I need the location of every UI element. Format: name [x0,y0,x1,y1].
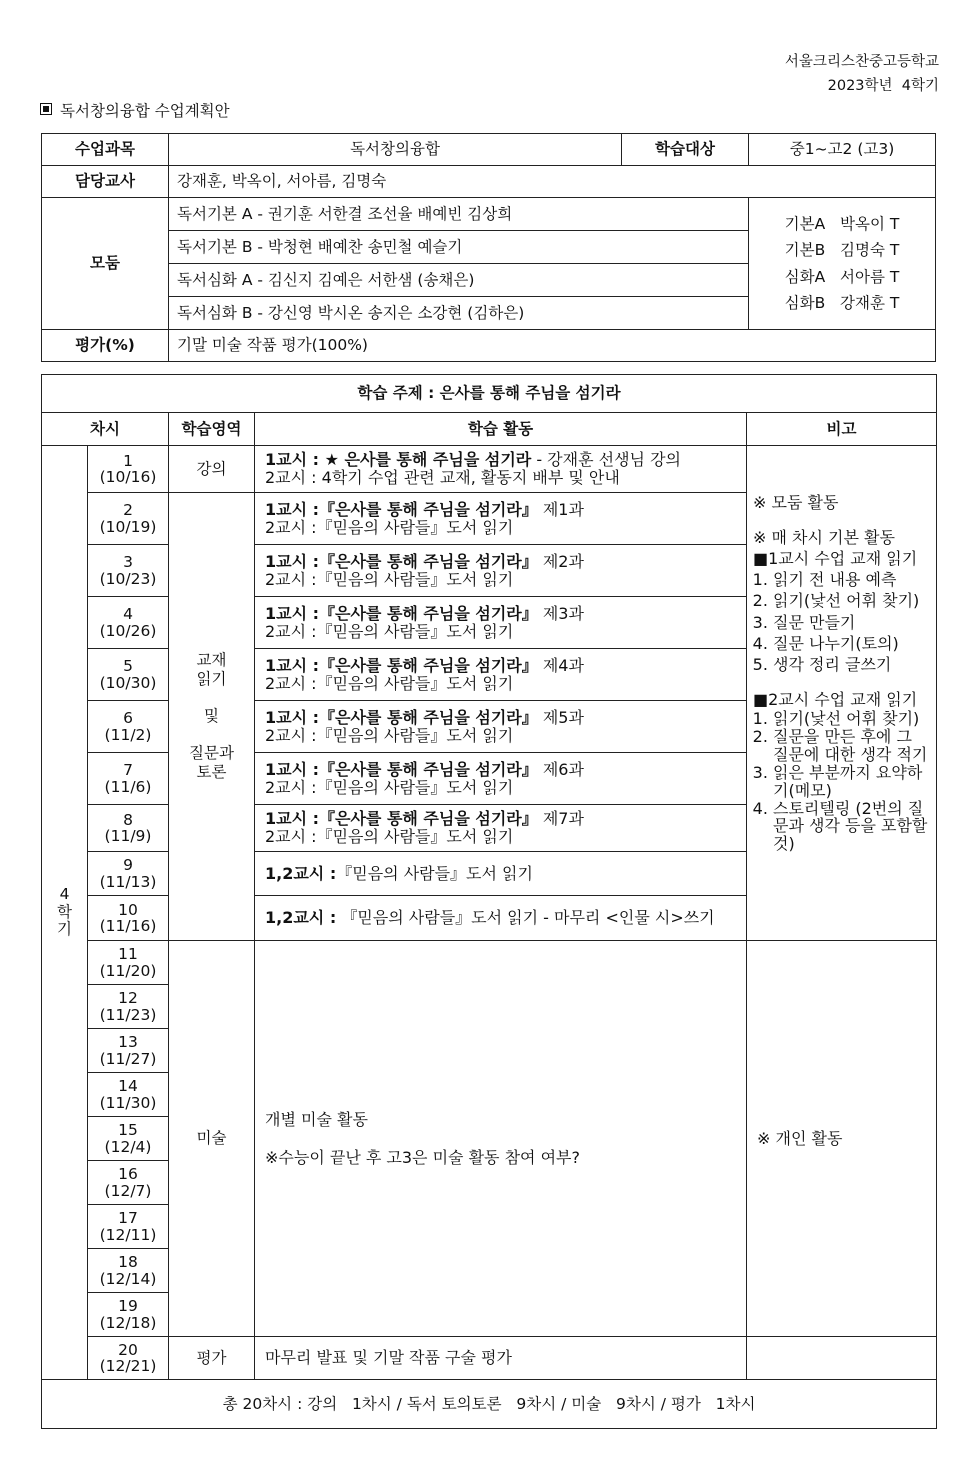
group-row: 독서기본 B - 박청현 배예찬 송민철 예슬기 [169,231,749,264]
session-header: 차시 [42,413,169,446]
activity-cell: 1교시 :『은사를 통해 주님을 섬기라』 제7과 2교시 :『믿음의 사람들』도서 읽기 [255,805,747,852]
group-row: 독서기본 A - 권기훈 서한결 조선율 배예빈 김상희 [169,198,749,231]
session-cell: 2 (10/19) [88,493,169,545]
session-cell: 10 (11/16) [88,896,169,941]
group-row: 독서심화 A - 김신지 김예은 서한샘 (송채은) [169,264,749,297]
area-header: 학습영역 [169,413,255,446]
session-cell: 1 (10/16) [88,446,169,493]
subject-value: 독서창의융합 [169,134,622,166]
activity-cell: 1교시 :『은사를 통해 주님을 섬기라』 제5과 2교시 :『믿음의 사람들』도서 읽기 [255,701,747,753]
groups-label: 모둠 [42,198,169,330]
art-activity-cell: 개별 미술 활동 ※수능이 끝난 후 고3은 미술 활동 참여 여부? [255,941,747,1337]
group-row: 독서심화 B - 강신영 박시온 송지은 소강현 (김하은) [169,297,749,330]
note-header: 비고 [747,413,937,446]
square-bullet-icon [40,103,52,115]
activity-cell: 1교시 :『은사를 통해 주님을 섬기라』 제3과 2교시 :『믿음의 사람들』도서 읽기 [255,597,747,649]
session-cell: 3 (10/23) [88,545,169,597]
session-cell: 11 (11/20) [88,941,169,985]
session-cell: 6 (11/2) [88,701,169,753]
eval-value: 기말 미술 작품 평가(100%) [169,330,936,362]
document-title: 독서창의융합 수업계획안 [40,99,230,121]
area-eval: 평가 [169,1337,255,1380]
session-cell: 4 (10/26) [88,597,169,649]
school-name: 서울크리스찬중고등학교 [784,54,939,70]
activity-cell: 1교시 :『은사를 통해 주님을 섬기라』 제6과 2교시 :『믿음의 사람들』도서 읽기 [255,753,747,805]
teachers-label: 담당교사 [42,166,169,198]
group-activity-note: ※ 모둠 활동 ※ 매 차시 기본 활동 ■1교시 수업 교재 읽기 1. 읽기 전 내용 예측 2. 읽기(낯선 어휘 찾기) 3. 질문 만들기 4. 질문 나누기(토의) 5. 생각 정리 글쓰기 ■2교시 수업 교재 읽기 1. 읽기(낯선 어휘 찾기) 2. 질문을 만든 후에 그 질문에 대한 생각 적기 3. 읽은 부분까지 요약하기(메모) 4. 스토리텔링 (2번의 질문과 생각 등을 포함할 것) [747,446,937,941]
session-cell: 19 (12/18) [88,1293,169,1337]
lesson-plan-table [41,374,937,1429]
activity-cell: 1교시 : ★ 은사를 통해 주님을 섬기라 - 강재훈 선생님 강의 2교시 : 4학기 수업 관련 교재, 활동지 배부 및 안내 [255,446,747,493]
session-cell: 18 (12/14) [88,1249,169,1293]
area-lecture: 강의 [169,446,255,493]
area-art: 미술 [169,941,255,1337]
session-cell: 7 (11/6) [88,753,169,805]
activity-cell: 1,2교시 :『믿음의 사람들』도서 읽기 [255,852,747,896]
activity-cell: 1교시 :『은사를 통해 주님을 섬기라』 제4과 2교시 :『믿음의 사람들』도서 읽기 [255,649,747,701]
course-info-table [41,133,936,362]
activity-cell: 1교시 :『은사를 통해 주님을 섬기라』 제2과 2교시 :『믿음의 사람들』도서 읽기 [255,545,747,597]
term-cell: 4 학 기 [42,446,88,1380]
session-cell: 12 (11/23) [88,985,169,1029]
subject-label: 수업과목 [42,134,169,166]
total-summary: 총 20차시 : 강의 1차시 / 독서 토의토론 9차시 / 미술 9차시 / 평가 1차시 [42,1380,937,1429]
session-cell: 5 (10/30) [88,649,169,701]
session-cell: 17 (12/11) [88,1205,169,1249]
session-cell: 14 (11/30) [88,1073,169,1117]
individual-activity-note: ※ 개인 활동 [747,941,937,1337]
target-value: 중1~고2 (고3) [749,134,936,166]
activity-cell: 1,2교시 : 『믿음의 사람들』도서 읽기 - 마무리 <인물 시>쓰기 [255,896,747,941]
session-cell: 15 (12/4) [88,1117,169,1161]
teachers-value: 강재훈, 박옥이, 서아름, 김명숙 [169,166,936,198]
group-teachers: 기본A 박옥이 T 기본B 김명숙 T 심화A 서아름 T 심화B 강재훈 T [749,198,936,330]
target-label: 학습대상 [622,134,749,166]
area-reading: 교재 읽기 및 질문과 토론 [169,493,255,941]
session-cell: 8 (11/9) [88,805,169,852]
activity-cell: 1교시 :『은사를 통해 주님을 섬기라』 제1과 2교시 :『믿음의 사람들』도서 읽기 [255,493,747,545]
activity-header: 학습 활동 [255,413,747,446]
session-cell: 16 (12/7) [88,1161,169,1205]
activity-cell: 마무리 발표 및 기말 작품 구술 평가 [255,1337,747,1380]
eval-label: 평가(%) [42,330,169,362]
session-cell: 20 (12/21) [88,1337,169,1380]
topic-heading: 학습 주제 : 은사를 통해 주님을 섬기라 [42,375,937,413]
term-label: 2023학년 4학기 [827,78,939,94]
session-cell: 13 (11/27) [88,1029,169,1073]
session-cell: 9 (11/13) [88,852,169,896]
empty-note [747,1337,937,1380]
